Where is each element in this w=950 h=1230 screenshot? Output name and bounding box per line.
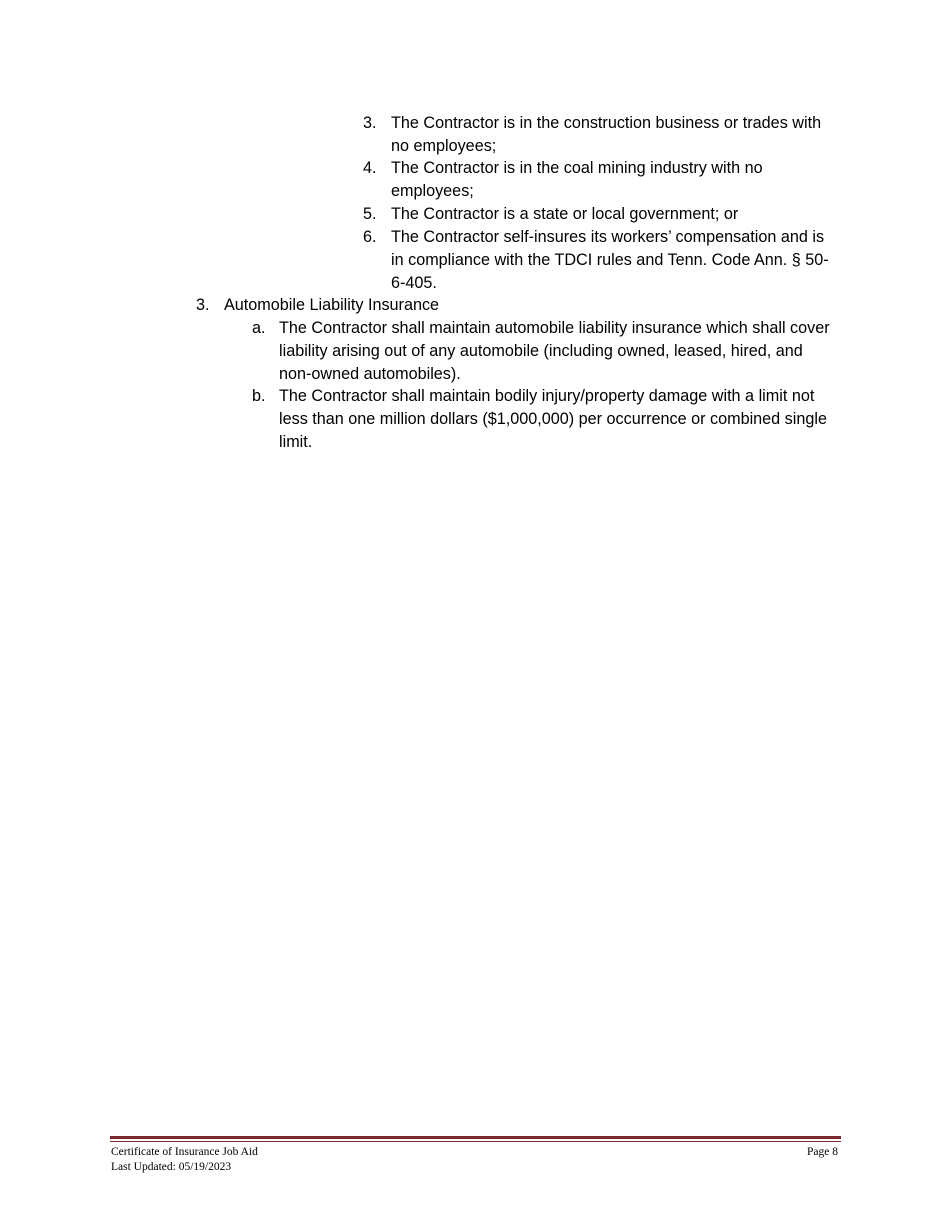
footer-divider — [110, 1136, 841, 1139]
section-title: Automobile Liability Insurance — [224, 296, 440, 314]
list-item-number: 5. — [363, 205, 377, 223]
footer-last-updated: Last Updated: 05/19/2023 — [111, 1161, 232, 1173]
list-item-text: The Contractor is in the coal mining industry with no employees; — [391, 159, 763, 200]
list-item-number: 4. — [363, 159, 377, 177]
list-item-number: 3. — [363, 114, 377, 132]
list-item-letter: a. — [252, 319, 266, 337]
list-item-text: The Contractor is a state or local government; or — [391, 205, 739, 223]
list-item-text: The Contractor shall maintain automobile liability insurance which shall cover liability arising out of any automobile (including owned, leased, hired, and non-owned automobiles). — [279, 319, 830, 383]
list-item-letter: b. — [252, 387, 266, 405]
list-item-text: The Contractor shall maintain bodily injury/property damage with a limit not less than one million dollars ($1,000,000) per occurrence or combined single limit. — [279, 387, 827, 451]
list-item-text: The Contractor is in the construction business or trades with no employees; — [391, 114, 822, 155]
list-item-number: 6. — [363, 228, 377, 246]
footer-document-title: Certificate of Insurance Job Aid — [111, 1146, 258, 1158]
section-number: 3. — [196, 296, 210, 314]
list-item-text: The Contractor self-insures its workers’ compensation and is in compliance with the TDCI rules and Tenn. Code Ann. § 50-6-405. — [391, 228, 829, 292]
page-number: Page 8 — [807, 1146, 838, 1158]
footer-divider-thin — [110, 1141, 841, 1142]
